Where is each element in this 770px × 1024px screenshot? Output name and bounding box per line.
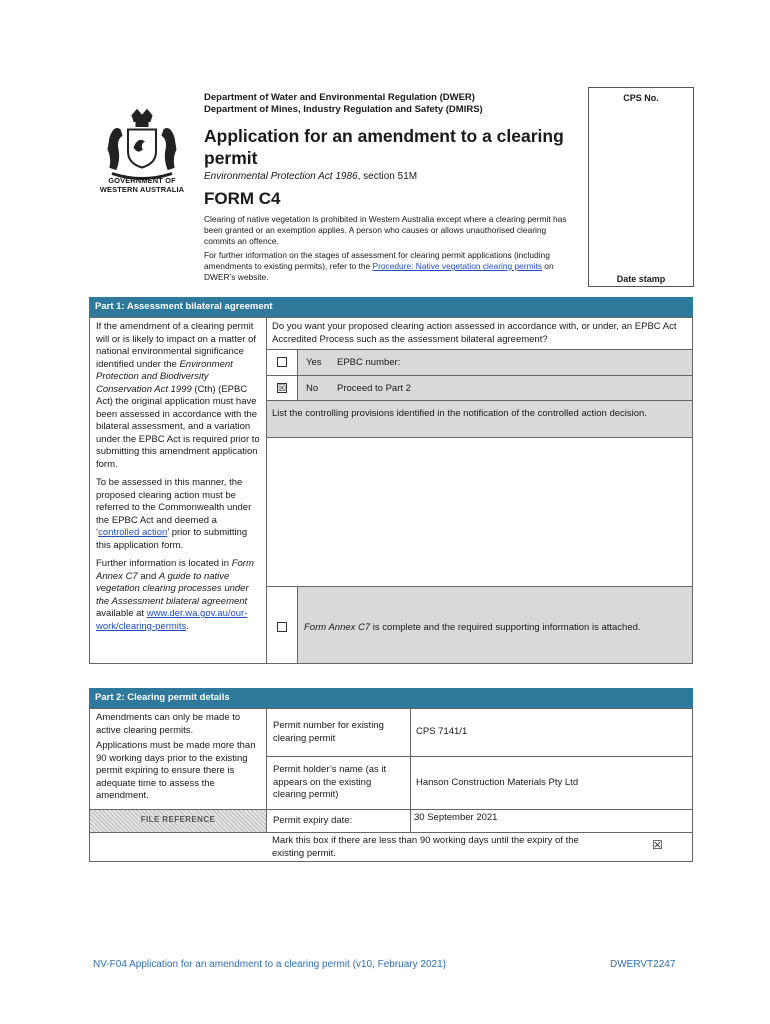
permit-number-label: Permit number for existing clearing permit	[273, 720, 384, 744]
part2-guidance	[96, 712, 262, 803]
yes-checkbox[interactable]	[277, 357, 287, 367]
part2-guidance-p2: Applications must be made more than 90 working days prior to the existing permit expiring to ensure there is adequate time to assess the amendment.	[96, 740, 256, 801]
part1-guidance	[96, 321, 262, 633]
checkbox-column-divider	[297, 587, 298, 664]
annex-c7-checkbox[interactable]	[277, 622, 287, 632]
epbc-number-label: EPBC number:	[337, 357, 401, 368]
yes-label: Yes	[306, 357, 322, 368]
no-checkbox[interactable]: ☒	[278, 383, 287, 393]
controlled-action-link[interactable]: controlled action	[98, 527, 168, 538]
government-of-wa-label	[92, 176, 192, 194]
date-stamp-label: Date stamp	[616, 274, 666, 284]
dept-line-2: Department of Mines, Industry Regulation and Safety (DMIRS)	[204, 104, 483, 115]
permit-number-value[interactable]: CPS 7141/1	[416, 726, 468, 737]
part1-guidance-p3: Further information is located in Form Annex C7 and A guide to native vegetation clearing processes under the Assessment bilateral agreement available at www.der.wa.gov.au/our-work/clearing-permits.	[96, 558, 254, 632]
part2-divider	[266, 708, 267, 833]
subtitle-act: Environmental Protection Act 1986	[204, 171, 358, 182]
govt-line-1: GOVERNMENT OF	[108, 176, 176, 185]
footer-document-code: DWERVT2247	[610, 959, 676, 970]
bilateral-question: Do you want your proposed clearing action assessed in accordance with, or under, an EPBC Act Accredited Process such as the assessment bilateral agreement?	[272, 321, 677, 345]
footer-form-reference: NV-F04 Application for an amendment to a clearing permit (v10, February 2021)	[93, 959, 446, 970]
file-reference-label: FILE REFERENCE	[90, 810, 266, 832]
value-column-divider	[410, 708, 411, 833]
ninety-days-checkbox[interactable]: ☒	[652, 838, 663, 852]
form-code: FORM C4	[204, 189, 281, 208]
intro-paragraph-2: For further information on the stages of assessment for clearing permit applications (including amendments to existing permits), refer to the Procedure: Native vegetation clearing permits on DWER’s website.	[204, 250, 554, 282]
form-title: Application for an amendment to a clearing permit	[204, 126, 564, 168]
cps-no-label: CPS No.	[623, 93, 659, 103]
ninety-days-statement: Mark this box if there are less than 90 working days until the expiry of the existing permit.	[272, 835, 579, 859]
permit-holder-value[interactable]: Hanson Construction Materials Pty Ltd	[416, 777, 579, 788]
subtitle-section: , section 51M	[357, 171, 418, 182]
part2-heading: Part 2: Clearing permit details	[89, 688, 693, 708]
part1-guidance-p1: If the amendment of a clearing permit will or is likely to impact on a matter of national environmental significance identified under the Environment Protection and Biodiversity Conservation Act 1999 (Cth) (EPBC Act) the original application must have been assessed in accordance with the bilateral assessment, and a variation under the EPBC Act is required prior to submitting this amendment application form.	[96, 321, 260, 470]
procedure-link[interactable]: Procedure: Native vegetation clearing permits	[372, 261, 542, 271]
permit-expiry-value[interactable]: 30 September 2021	[414, 812, 498, 823]
govt-line-2: WESTERN AUSTRALIA	[99, 185, 185, 194]
intro-text	[204, 214, 574, 286]
permit-expiry-label: Permit expiry date:	[273, 815, 353, 826]
yes-row	[267, 350, 692, 375]
no-label: No	[306, 383, 319, 394]
dept-line-1: Department of Water and Environmental Regulation (DWER)	[204, 92, 475, 103]
intro-paragraph-1: Clearing of native vegetation is prohibited in Western Australia except where a clearing permit has been granted or an exemption applies. A person who causes or allows unauthorised clearing commits an offence.	[204, 214, 567, 246]
row-divider	[266, 809, 693, 810]
department-names	[204, 92, 483, 116]
part1-heading: Part 1: Assessment bilateral agreement	[89, 297, 693, 317]
row-divider	[266, 756, 693, 757]
part1-guidance-p2: To be assessed in this manner, the proposed clearing action must be referred to the Commonwealth under the EPBC Act and deemed a ‘controlled action’ prior to submitting this application form.	[96, 477, 252, 551]
controlling-provisions-prompt: List the controlling provisions identified in the notification of the controlled action decision.	[272, 408, 647, 419]
proceed-to-part2-label: Proceed to Part 2	[337, 383, 411, 394]
permit-holder-label: Permit holder’s name (as it appears on the existing clearing permit)	[273, 764, 387, 800]
cps-stamp-box	[588, 87, 694, 287]
der-clearing-permits-link[interactable]: www.der.wa.gov.au/our-work/clearing-permits	[96, 608, 248, 632]
annex-c7-statement: Form Annex C7 is complete and the required supporting information is attached.	[304, 622, 641, 633]
form-subtitle	[204, 171, 417, 182]
row-divider	[89, 832, 693, 833]
controlling-provisions-input[interactable]	[267, 438, 692, 586]
part2-guidance-p1: Amendments can only be made to active clearing permits.	[96, 712, 241, 736]
